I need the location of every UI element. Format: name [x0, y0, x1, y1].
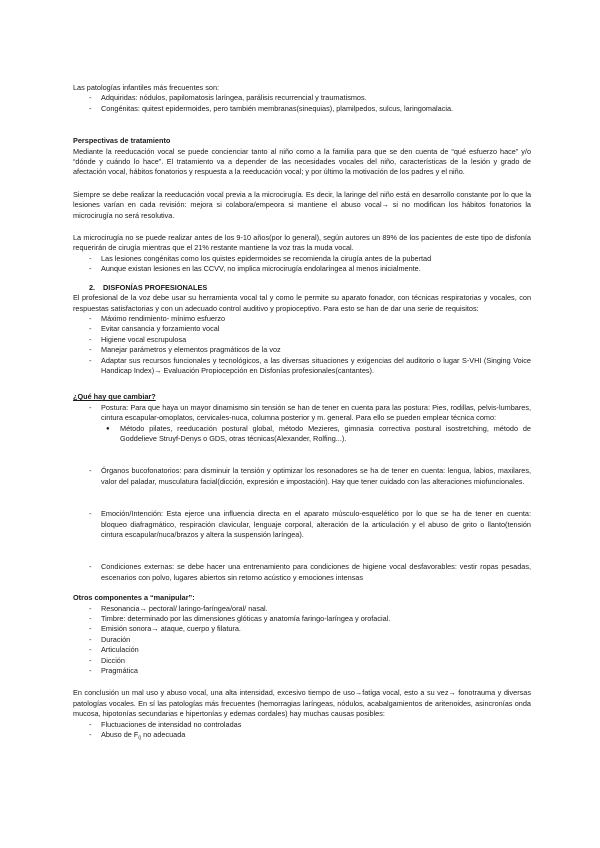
subscript: 0 — [138, 735, 142, 742]
section-heading-otros: Otros componentes a “manipular”: — [73, 593, 195, 603]
list-item: - Órganos bucofonatorios: para disminuir la tensión y optimizar los resonadores se ha de tener en cuenta: lengua, labios, maxilares, valor del paladar, musculatura facial(dicción, expresión e impostación). Hay que tener cuidado con las alteraciones miofuncionales. — [73, 466, 531, 487]
cambiar-list-emocion — [73, 509, 531, 540]
list-item-text: no adecuada — [141, 730, 186, 740]
intro-text: Las patologías infantiles más frecuentes son: — [73, 83, 220, 92]
list-item: - Dicción — [73, 656, 531, 666]
list-item: - Resonancia→ pectoral/ laringo-faríngea/oral/ nasal. — [73, 604, 531, 614]
list-item: - Congénitas: quitest epidermoides, pero también membranas(sinequias), plamilpedos, sulcus, laringomalacia. — [73, 104, 531, 114]
section-heading-perspectivas: Perspectivas de tratamiento — [73, 136, 171, 146]
sub-list-item: ● Método pilates, reeducación postural global, método Mezieres, gimnasia correctiva postural isostretching, método de Goddelieve Struyf-Denys o GDS, otras técnicas(Alexander, Rolfing...). — [73, 424, 531, 445]
cambiar-list-organos — [73, 466, 531, 487]
list-item: - Higiene vocal escrupulosa — [73, 335, 531, 345]
list-item-text: Abuso de F — [101, 730, 139, 740]
list-item: - Adaptar sus recursos funcionales y tecnológicos, a las diversas situaciones y exigencias del auditorio o lugar S-VHI (Singing Voice Handicap Index)→ Evaluación Propiocepción en Disfonías profesionales(cantantes). — [73, 356, 531, 377]
paragraph: Mediante la reeducación vocal se puede concienciar tanto al niño como a la familia para que se den cuenta de “qué esfuerzo hace” y/o “dónde y cuándo lo hace”. El tratamiento va a depender de las necesidades vocales del niño, características de la lesión y grado de afectación vocal, hábitos fonatorios y respuesta a la reeducación vocal; y por último la motivación de los padres y el niño. — [73, 146, 531, 177]
list-item: - Emisión sonora→ ataque, cuerpo y filatura. — [73, 624, 531, 634]
conclusion-paragraph: En conclusión un mal uso y abuso vocal, una alta intensidad, excesivo tiempo de uso→fatiga vocal, esto a su vez→ fonotrauma y diversas patologías vocales. En sí las patologías más frecuentes (hemorragias laríngeas, nódulos, acabalgamientos de aritenoides, asincronías onda mucosa, hipotonías secundarias e hipertonías y edemas cordales) hay muchas causas posibles: — [73, 688, 531, 719]
document-page — [73, 83, 531, 741]
list-item: - Adquiridas: nódulos, papilomatosis laríngea, parálisis recurrencial y traumatismos. — [73, 93, 531, 103]
cambiar-list-postura — [73, 403, 531, 445]
section-heading-disfonias — [73, 283, 531, 293]
paragraph: La microcirugía no se puede realizar antes de los 9-10 años(por lo general), según autores un 89% de los pacientes de este tipo de disfonía requerirán de cirugía mientras que el 21% restante mantiene la voz tras la muda vocal. — [73, 233, 531, 253]
perspectivas-list — [73, 254, 531, 275]
requisitos-list — [73, 314, 531, 376]
otros-list — [73, 604, 531, 677]
sub-list — [73, 424, 531, 445]
list-item: - Evitar cansancia y forzamiento vocal — [73, 324, 531, 334]
section-number: 2. — [89, 282, 96, 292]
list-item: - Pragmática — [73, 666, 531, 676]
list-item: - Las lesiones congénitas como los quistes epidermoides se recomienda la cirugía antes de la pubertad — [73, 254, 531, 264]
list-item: - Emoción/Intención: Esta ejerce una influencia directa en el aparato músculo-esquelético por lo que se ha de tener en cuenta: bloqueo diafragmático, respiración clavicular, lenguaje corporal, alteración de la articulación y el abuso de grito o llanto(tensión cintura escapular/nuca/brazos y altera la suspensión laríngea). — [73, 509, 531, 540]
intro-list — [73, 93, 531, 114]
paragraph: El profesional de la voz debe usar su herramienta vocal tal y como le permite su aparato fonador, con técnicas respiratorias y vocales, con respuestas satisfactorias y con un adecuado control auditivo y propioceptivo. Para esto se han de dar una serie de requisitos: — [73, 293, 531, 313]
cambiar-list-condiciones — [73, 562, 531, 583]
list-item: - Timbre: determinado por las dimensiones glóticas y anatomía faringo-laríngea y orofacial. — [73, 614, 531, 624]
paragraph: Siempre se debe realizar la reeducación vocal previa a la microcirugía. Es decir, la laringe del niño está en desarrollo constante por lo que la lesiones varían en cada revisión: mejora si colabora/empeora si mantiene el abuso vocal→ si no modifican los hábitos fonatorios la microcirugía no será resolutiva. — [73, 189, 531, 220]
list-item — [73, 730, 531, 740]
list-item: - Máximo rendimiento- mínimo esfuerzo — [73, 314, 531, 324]
section-heading-cambiar: ¿Qué hay que cambiar? — [73, 392, 156, 402]
list-item-text: Postura: Para que haya un mayor dinamismo sin tensión se han de tener en cuenta para las postura: Pies, rodillas, pelvis-lumbares, cintura escapular-omoplatos, cervicales-nuca, columna posterior y m. general. Para ello se pueden emplear técnica como: — [101, 402, 531, 423]
list-item: - Articulación — [73, 645, 531, 655]
list-item — [73, 403, 531, 445]
list-item: - Duración — [73, 635, 531, 645]
conclusion-list — [73, 720, 531, 741]
list-item: - Condiciones externas: se debe hacer una entrenamiento para condiciones de higiene vocal desfavorables: vestir ropas pesadas, escenarios con polvo, lugares abiertos sin retorno acústico y emociones intensas — [73, 562, 531, 583]
list-item: - Aunque existan lesiones en las CCVV, no implica microcirugía endolaríngea al menos inicialmente. — [73, 264, 531, 274]
list-item: - Manejar parámetros y elementos pragmáticos de la voz — [73, 345, 531, 355]
list-item: - Fluctuaciones de intensidad no controladas — [73, 720, 531, 730]
section-title: DISFONÍAS PROFESIONALES — [103, 282, 208, 292]
